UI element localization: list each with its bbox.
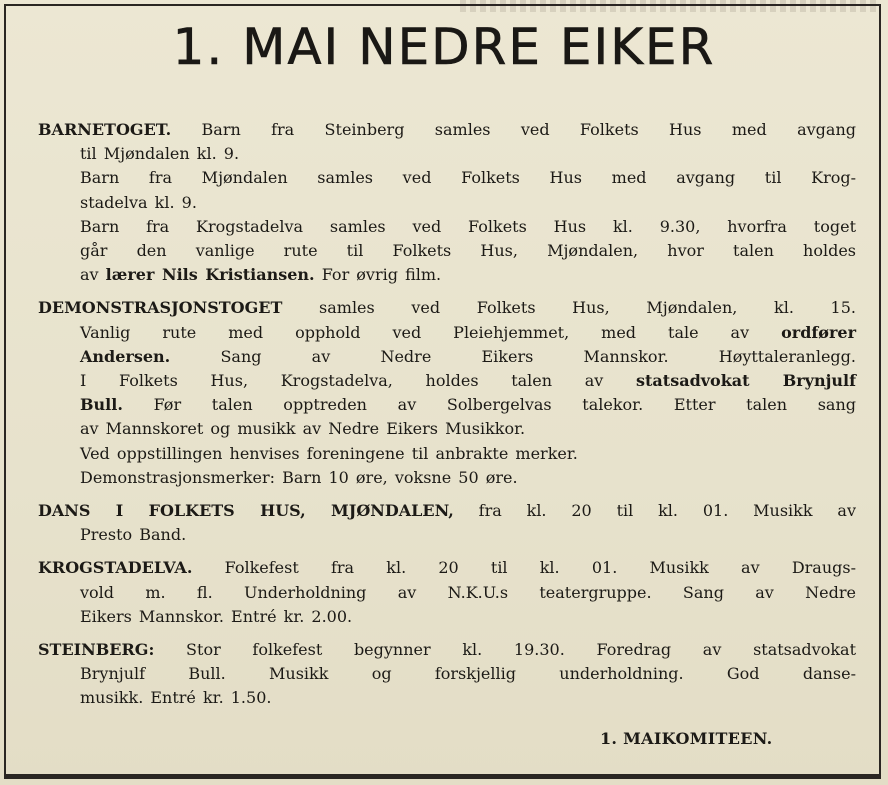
announcement-body — [38, 118, 856, 720]
signature: 1. MAIKOMITEEN. — [600, 729, 773, 748]
text-line: fra kl. 20 til kl. 01. Musikk av — [478, 501, 856, 521]
text-line: Ved oppstillingen henvises foreningene til anbrakte merker. — [80, 443, 578, 463]
text-line — [38, 369, 856, 393]
speaker-name: Andersen. — [80, 346, 171, 366]
text-line: vold m. fl. Underholdning av N.K.U.s teatergruppe. Sang av Nedre — [80, 582, 856, 602]
section-label: BARNETOGET. — [38, 120, 172, 139]
speaker-name: ordfører — [781, 322, 856, 342]
section-label: DEMONSTRASJONSTOGET — [38, 298, 283, 318]
text-line: Eikers Mannskor. Entré kr. 2.00. — [80, 606, 353, 626]
bottom-rule — [4, 774, 881, 779]
text-line: musikk. Entré kr. 1.50. — [80, 688, 272, 708]
text-line: Barn fra Mjøndalen samles ved Folkets Hus med avgang til Krog- — [80, 168, 856, 188]
text-line — [38, 321, 856, 345]
text-line: stadelva kl. 9. — [80, 192, 197, 212]
text-line: til Mjøndalen kl. 9. — [80, 144, 240, 164]
text-line — [38, 393, 856, 417]
text-fragment: I Folkets Hus, Krogstadelva, holdes talen av — [80, 371, 604, 391]
section-label: KROGSTADELVA. — [38, 558, 193, 578]
text-line: av Mannskoret og musikk av Nedre Eikers Musikkor. — [80, 419, 526, 439]
speaker-name: statsadvokat Brynjulf — [636, 371, 856, 391]
text-line: Barn fra Krogstadelva samles ved Folkets Hus kl. 9.30, hvorfra toget — [80, 216, 856, 236]
speaker-name: lærer Nils Kristiansen. — [105, 265, 315, 285]
text-line — [38, 263, 856, 287]
text-fragment: Sang av Nedre Eikers Mannskor. Høyttaleranlegg. — [220, 346, 856, 366]
text-line: går den vanlige rute til Folkets Hus, Mjøndalen, hvor talen holdes — [80, 241, 856, 261]
section-krogstadelva — [38, 556, 856, 629]
text-line: Demonstrasjonsmerker: Barn 10 øre, voksne 50 øre. — [80, 467, 518, 487]
text-fragment: Før talen opptreden av Solbergelvas talekor. Etter talen sang — [153, 395, 856, 415]
section-barnetoget — [38, 118, 856, 287]
section-label: STEINBERG: — [38, 640, 155, 660]
text-fragment: av — [80, 265, 99, 285]
section-demonstrasjonstoget — [38, 296, 856, 490]
text-line — [38, 345, 856, 369]
text-line: Brynjulf Bull. Musikk og forskjellig underholdning. God danse- — [80, 664, 856, 684]
text-line: Stor folkefest begynner kl. 19.30. Foredrag av statsadvokat — [186, 640, 857, 660]
section-label: DANS I FOLKETS HUS, MJØNDALEN, — [38, 501, 454, 521]
section-dans — [38, 499, 856, 547]
speaker-name: Bull. — [80, 395, 123, 415]
text-line: Presto Band. — [80, 525, 187, 545]
section-steinberg — [38, 638, 856, 711]
text-line: samles ved Folkets Hus, Mjøndalen, kl. 15. — [319, 298, 856, 318]
text-line: Folkefest fra kl. 20 til kl. 01. Musikk av Draugs- — [224, 558, 857, 578]
page-title: 1. MAI NEDRE EIKER — [172, 18, 716, 76]
text-line: Barn fra Steinberg samles ved Folkets Hus med avgang — [201, 120, 856, 139]
text-fragment: Vanlig rute med opphold ved Pleiehjemmet, med tale av — [80, 322, 750, 342]
text-fragment: For øvrig film. — [321, 265, 442, 285]
